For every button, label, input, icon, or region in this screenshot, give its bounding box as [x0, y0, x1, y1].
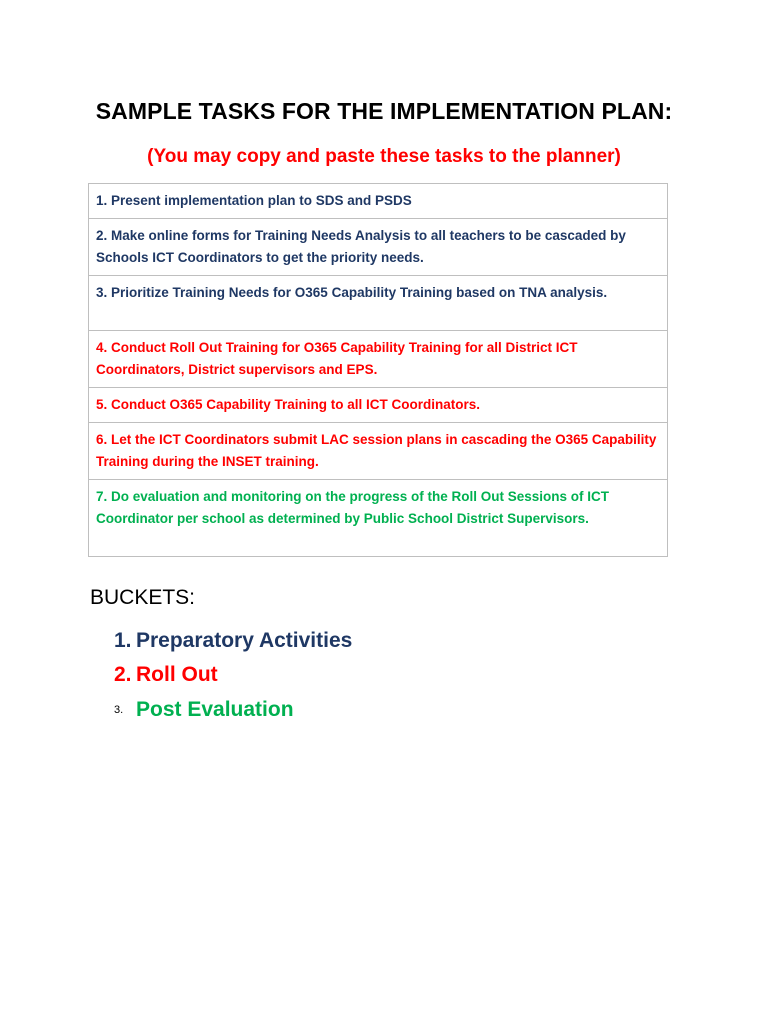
table-row — [89, 276, 668, 331]
task-cell-5: 5. Conduct O365 Capability Training to all ICT Coordinators. — [89, 388, 668, 423]
table-row — [89, 423, 668, 480]
task-cell-4: 4. Conduct Roll Out Training for O365 Capability Training for all District ICT Coordinators, District supervisors and EPS. — [89, 331, 668, 388]
task-cell-1: 1. Present implementation plan to SDS and PSDS — [89, 184, 668, 219]
task-cell-7: 7. Do evaluation and monitoring on the progress of the Roll Out Sessions of ICT Coordinator per school as determined by Public School District Supervisors. — [89, 480, 668, 557]
bucket-number: 2. — [114, 663, 132, 686]
table-row — [89, 388, 668, 423]
bucket-item-post-evaluation — [114, 698, 294, 722]
page-subtitle: (You may copy and paste these tasks to the planner) — [147, 146, 621, 167]
bucket-item-roll-out — [114, 663, 218, 687]
bucket-item-preparatory — [114, 629, 352, 653]
bucket-number: 3. — [114, 704, 124, 717]
task-cell-6: 6. Let the ICT Coordinators submit LAC session plans in cascading the O365 Capability Training during the INSET training. — [89, 423, 668, 480]
table-row — [89, 331, 668, 388]
page-title: SAMPLE TASKS FOR THE IMPLEMENTATION PLAN: — [95, 98, 673, 124]
buckets-heading: BUCKETS: — [90, 586, 196, 609]
bucket-number: 1. — [114, 629, 132, 652]
table-row — [89, 219, 668, 276]
task-cell-2: 2. Make online forms for Training Needs Analysis to all teachers to be cascaded by Schools ICT Coordinators to get the priority needs. — [89, 219, 668, 276]
tasks-table — [88, 183, 668, 557]
bucket-label: Post Evaluation — [136, 698, 294, 721]
task-cell-3: 3. Prioritize Training Needs for O365 Capability Training based on TNA analysis. — [89, 276, 668, 331]
bucket-label: Preparatory Activities — [136, 629, 353, 652]
bucket-label: Roll Out — [136, 663, 218, 686]
table-row — [89, 184, 668, 219]
table-row — [89, 480, 668, 557]
